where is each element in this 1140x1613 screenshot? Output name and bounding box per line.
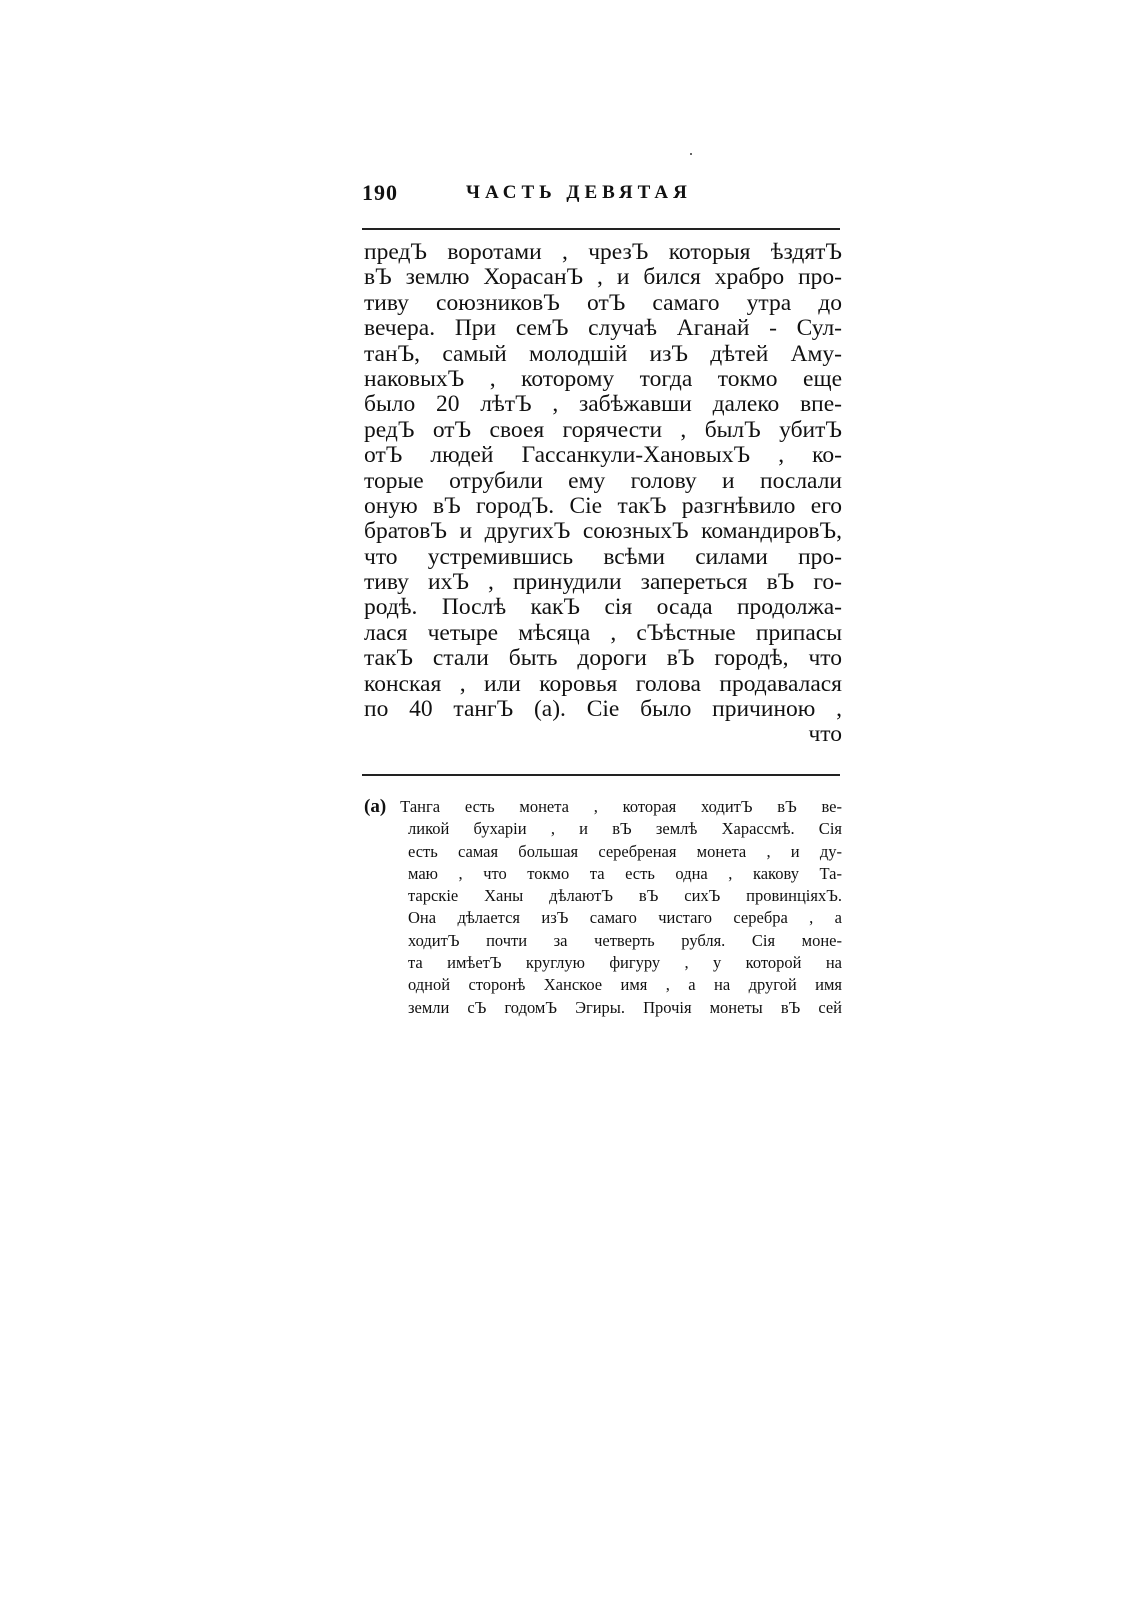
text-line: тиву союзниковЪ отЪ самаго утра до (364, 289, 842, 316)
text-line: было 20 лѣтЪ , забѣжавши далеко впе- (364, 391, 842, 418)
text-line: наковыхЪ , которому тогда токмо еще (364, 365, 842, 392)
footnote (364, 796, 842, 1019)
text-line: редЪ отЪ своея горячести , былЪ убитЪ (364, 416, 842, 443)
text-line: оную вЪ городЪ. Сіе такЪ разгнѣвило его (364, 492, 842, 519)
page-header (362, 180, 842, 210)
footnote-line: ликой бухаріи , и вЪ землѣ Харассмѣ. Сія (408, 819, 842, 839)
text-line: лася четыре мѣсяца , сЪѣстные припасы (364, 619, 842, 646)
text-line: братовЪ и другихЪ союзныхЪ командировЪ, (364, 518, 842, 545)
footnote-line: земли сЪ годомЪ Эгиры. Прочія монеты вЪ сей (408, 997, 842, 1017)
footnote-line: тарскіе Ханы дѣлаютЪ вЪ сихЪ провинціяхЪ. (408, 886, 842, 906)
footnote-line: та имѣетЪ круглую фигуру , у которой на (408, 953, 842, 973)
footnote-line: ходитЪ почти за четверть рубля. Сія моне- (408, 930, 842, 950)
main-text (364, 240, 842, 748)
text-line: вечера. При семЪ случаѣ Аганай - Сул- (364, 315, 842, 342)
text-line: по 40 тангЪ (а). Сіе было причиною , (364, 696, 842, 723)
running-head: ЧАСТЬ ДЕВЯТАЯ (466, 182, 692, 203)
text-line: конская , или коровья голова продавалася (364, 670, 842, 697)
footnote-line: есть самая большая серебреная монета , и ду- (408, 841, 842, 861)
footnote-line: Она дѣлается изЪ самаго чистаго серебра , а (408, 908, 842, 928)
page-number: 190 (362, 180, 398, 205)
footnote-rule (362, 774, 840, 776)
text-line: тиву ихЪ , принудили запереться вЪ го- (364, 569, 842, 596)
text-line: что устремившись всѣми силами про- (364, 543, 842, 570)
text-line: предЪ воротами , чрезЪ которыя ѣздятЪ (364, 239, 842, 265)
text-line: вЪ землю ХорасанЪ , и бился храбро про- (364, 264, 842, 291)
paper-speck (690, 153, 692, 155)
text-line: танЪ, самый молодшій изЪ дѣтей Аму- (364, 340, 842, 367)
header-rule (362, 228, 840, 230)
footnote-line (364, 796, 842, 818)
footnote-line: одной сторонѣ Ханское имя , а на другой имя (408, 975, 842, 995)
text-line: торые отрубили ему голову и послали (364, 467, 842, 494)
text-line: такЪ стали быть дороги вЪ городѣ, что (364, 645, 842, 672)
footnote-line-text: Танга есть монета , которая ходитЪ вЪ ве- (400, 797, 842, 816)
catchword: что (808, 721, 842, 748)
text-line: родѣ. Послѣ какЪ сія осада продолжа- (364, 594, 842, 621)
text-line: отЪ людей Гассанкули-ХановыхЪ , ко- (364, 442, 842, 469)
footnote-marker: (а) (364, 796, 387, 817)
footnote-line: маю , что токмо та есть одна , какову Та- (408, 863, 842, 883)
